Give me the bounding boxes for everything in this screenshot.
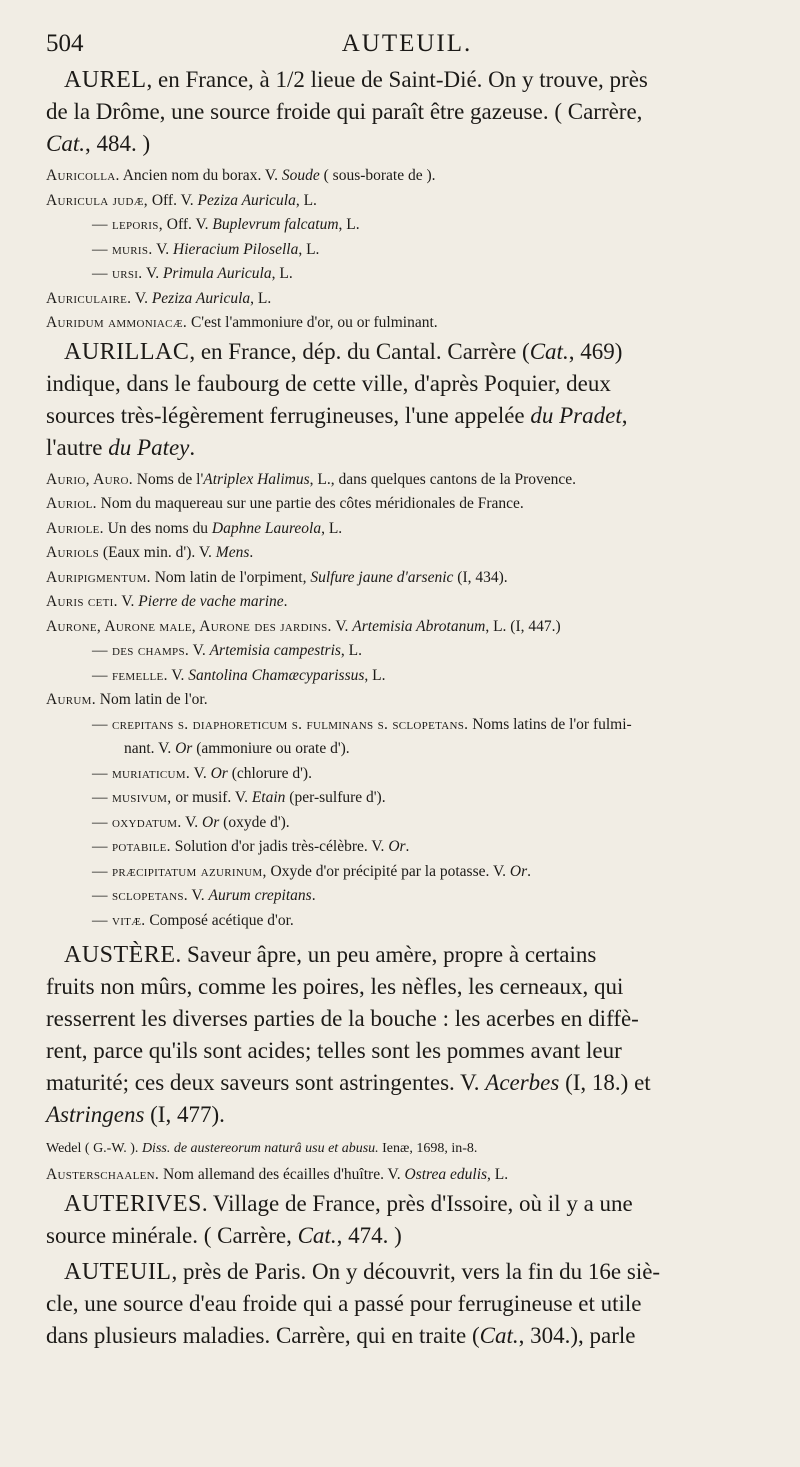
entry-text: . — [189, 434, 196, 460]
entry-musivum — [46, 786, 768, 811]
entry-text: , L., dans quelques cantons de la Provence. — [309, 470, 577, 488]
entry-vitae — [46, 909, 768, 934]
entry-text: V. — [189, 642, 210, 659]
entry-text: cle, une source d'eau froide qui a passé pour ferrugineuse et utile — [46, 1290, 642, 1316]
entry-austere — [46, 939, 768, 1131]
entry-text: C'est l'ammoniure d'or, ou or fulminant. — [187, 314, 438, 331]
entry-italic: Cat. — [297, 1222, 337, 1248]
entry-lead: — crepitans s. diaphoreticum s. fulminans s. sclopetans. — [92, 715, 469, 733]
entry-italic: Hieracium Pilosella — [173, 240, 299, 258]
entry-text: V. — [190, 764, 211, 782]
entry-praecipitatum — [46, 860, 768, 885]
entry-text: , 469) — [568, 338, 623, 364]
entry-text: , L. (I, 447.) — [485, 617, 561, 635]
entry-lead: Austerschaalen. — [46, 1166, 160, 1183]
entry-auriole — [46, 517, 768, 542]
entry-text: V. — [331, 617, 353, 635]
entry-text: , 484. ) — [84, 131, 151, 156]
entry-text: Ancien nom du borax. V. — [119, 167, 282, 184]
entry-text: . — [405, 838, 410, 855]
entry-text: Composé acétique d'or. — [145, 911, 294, 929]
entry-text: source minérale. ( Carrère, — [46, 1222, 298, 1248]
entry-aurel — [46, 64, 768, 160]
entry-italic: Soude — [281, 167, 320, 184]
entry-leporis — [46, 213, 768, 238]
entry-text: , L. — [295, 191, 317, 209]
running-head: AUTEUIL. — [341, 30, 473, 57]
entry-italic: du Pradet — [530, 402, 622, 428]
entry-crepitans — [46, 713, 768, 738]
entry-muriaticum — [46, 762, 768, 787]
entry-text: , en France, dép. du Cantal. Carrère ( — [189, 338, 530, 364]
entry-italic: Atriplex Halimus — [203, 470, 310, 488]
entry-italic: Cat. — [479, 1322, 519, 1348]
entry-lead: Auricula judæ, — [46, 191, 148, 209]
entry-text: V. — [142, 265, 163, 282]
entry-lead: — femelle. — [92, 666, 168, 684]
entry-text: V. — [167, 666, 189, 684]
entry-lead: — des champs. — [92, 642, 190, 659]
entry-text: (per-sulfure d'). — [285, 789, 386, 806]
entry-text: . — [283, 593, 288, 610]
entry-text: (oxyde d'). — [219, 813, 290, 831]
entry-text: , en France, à 1/2 lieue de Saint-Dié. On y trouve, près — [146, 67, 648, 92]
entry-italic: Acerbes — [485, 1070, 560, 1095]
entry-lead: — muriaticum. — [92, 764, 191, 782]
entry-lead: — leporis, — [92, 216, 163, 233]
small-entries-group-2 — [46, 468, 768, 934]
entry-italic: Ostrea edulis — [404, 1166, 488, 1183]
entry-lead: Auriol. — [46, 495, 97, 512]
entry-ursi — [46, 262, 768, 287]
entry-italic: Cat. — [46, 131, 85, 156]
entry-italic: du Patey — [108, 434, 190, 460]
entry-muris — [46, 238, 768, 263]
entry-lead: Auriole. — [46, 519, 104, 537]
entry-italic: Mens — [215, 544, 250, 561]
entry-italic: Astringens — [46, 1102, 145, 1127]
entry-text: l'autre — [46, 434, 109, 460]
entry-text: (I, 18.) et — [559, 1070, 651, 1095]
entry-text: Nom du maquereau sur une partie des côtes méridionales de France. — [96, 495, 524, 512]
entry-headword: AUTEUIL — [64, 1258, 172, 1285]
entry-italic: Buplevrum falcatum — [212, 216, 339, 233]
entry-text: Oxyde d'or précipité par la potasse. V. — [266, 862, 510, 880]
entry-lead: Auripigmentum. — [46, 568, 151, 586]
entry-headword: AUSTÈRE — [64, 942, 176, 968]
entry-auterives — [46, 1188, 768, 1252]
entry-lead: — vitæ. — [92, 911, 146, 929]
entry-text: , L. — [271, 265, 293, 282]
entry-text: Off. V. — [162, 216, 213, 233]
entry-lead: — musivum, — [92, 789, 172, 806]
entry-lead: Auridum ammoniacæ. — [46, 314, 188, 331]
entry-text: Solution d'or jadis très-célèbre. V. — [170, 838, 389, 855]
entry-italic: Daphne Laureola — [211, 519, 322, 537]
entry-des-champs — [46, 639, 768, 664]
entry-text: sources très-légèrement ferrugineuses, l'une appelée — [46, 402, 531, 428]
entry-auridum — [46, 311, 768, 336]
small-entries-group-1 — [46, 164, 768, 336]
entry-auricula-judae — [46, 189, 768, 214]
entry-italic: Santolina Chamæcyparissus — [188, 666, 365, 684]
entry-text: maturité; ces deux saveurs sont astringentes. V. — [46, 1070, 486, 1095]
entry-italic: Cat. — [529, 338, 569, 364]
entry-lead: — præcipitatum azurinum, — [92, 862, 267, 880]
entry-text: (I, 477). — [144, 1102, 225, 1127]
entry-lead: Auriculaire. — [46, 289, 132, 307]
entry-italic: Peziza Auricula — [151, 289, 251, 307]
entry-text: . Saveur âpre, un peu amère, propre à certains — [175, 942, 597, 967]
page-number: 504 — [46, 30, 84, 57]
entry-lead: — sclopetans. — [92, 887, 188, 904]
entry-text: , L. — [487, 1166, 509, 1183]
entry-auris-ceti — [46, 590, 768, 615]
entry-lead: — oxydatum. — [92, 813, 182, 831]
entry-text: resserrent les diverses parties de la bouche : les acerbes en diffè- — [46, 1006, 639, 1031]
entry-text: (chlorure d'). — [227, 764, 312, 782]
entry-text: V. — [187, 887, 209, 904]
entry-text: . — [249, 544, 254, 561]
entry-lead: Auricolla. — [46, 167, 120, 184]
biblio-title: Diss. de austereorum naturâ usu et abusu. — [138, 1141, 379, 1156]
entry-text: (Eaux min. d'). V. — [99, 544, 216, 561]
entry-text: fruits non mûrs, comme les poires, les nèfles, les cerneaux, qui — [46, 974, 624, 999]
biblio-publication: Ienæ, 1698, in-8. — [378, 1141, 478, 1156]
entry-text: , 474. ) — [336, 1222, 402, 1248]
entry-text: . Village de France, près d'Issoire, où il y a une — [201, 1190, 633, 1216]
entry-text: V. — [131, 289, 152, 307]
entry-text: , — [621, 402, 628, 428]
entry-aurio — [46, 468, 768, 493]
entry-text: or musif. V. — [171, 789, 252, 806]
entry-italic: Or — [175, 740, 193, 757]
biblio-author: Wedel ( G.-W. ). — [46, 1141, 139, 1156]
entry-auriculaire — [46, 287, 768, 312]
entry-italic: Or — [210, 764, 228, 782]
entry-italic: Pierre de vache marine — [138, 593, 284, 610]
entry-headword: AURILLAC — [64, 338, 190, 365]
entry-potabile — [46, 835, 768, 860]
entry-auteuil — [46, 1256, 768, 1352]
entry-auriol — [46, 492, 768, 517]
entry-italic: Etain — [251, 789, 286, 806]
entry-text: ( sous-borate de ). — [319, 167, 436, 184]
entry-text: de la Drôme, une source froide qui paraît être gazeuse. ( Carrère, — [46, 99, 643, 124]
entry-text: Nom latin de l'or. — [95, 691, 208, 708]
entry-text: V. — [117, 593, 139, 610]
entry-text: , L. — [340, 642, 362, 659]
entry-italic: Primula Auricula — [162, 265, 272, 282]
entry-headword: AUREL — [64, 67, 147, 93]
entry-aurum — [46, 688, 768, 713]
entry-text: . — [311, 887, 316, 904]
entry-text: , L. — [321, 519, 343, 537]
entry-text: indique, dans le faubourg de cette ville, d'après Poquier, deux — [46, 370, 611, 396]
entry-italic: Sulfure jaune d'arsenic — [310, 568, 454, 586]
entry-lead: — ursi. — [92, 265, 143, 282]
entry-italic: Or — [202, 813, 220, 831]
entry-italic: Artemisia campestris — [209, 642, 341, 659]
entry-text: nant. V. — [124, 740, 176, 757]
entry-text: Nom allemand des écailles d'huître. V. — [159, 1166, 405, 1183]
entry-aurillac — [46, 336, 768, 464]
entry-auricolla — [46, 164, 768, 189]
bibliography-wedel — [46, 1135, 768, 1163]
entry-text: , L. — [250, 289, 272, 307]
entry-lead: Aurone, Aurone male, Aurone des jardins. — [46, 617, 332, 635]
entry-austerschaalen — [46, 1163, 768, 1188]
entry-italic: Or — [388, 838, 406, 855]
entry-headword: AUTERIVES — [64, 1190, 202, 1217]
entry-text: Un des noms du — [103, 519, 212, 537]
entry-text: , près de Paris. On y découvrit, vers la fin du 16e siè- — [171, 1258, 661, 1284]
entry-text: Noms de l' — [132, 470, 204, 488]
entry-text: , L. — [298, 240, 320, 258]
entry-lead: — muris. — [92, 240, 153, 258]
entry-text: , 304.), parle — [518, 1322, 636, 1348]
entry-italic: Artemisia Abrotanum — [352, 617, 486, 635]
entry-text: Nom latin de l'orpiment, — [150, 568, 311, 586]
entry-lead: Auris ceti. — [46, 593, 118, 610]
entry-oxydatum — [46, 811, 768, 836]
entry-text: , L. — [338, 216, 360, 233]
entry-auripigmentum — [46, 566, 768, 591]
entry-lead: Auriols — [46, 544, 100, 561]
entry-text: V. — [181, 813, 203, 831]
entry-text: (I, 434). — [453, 568, 508, 586]
entry-sclopetans — [46, 884, 768, 909]
entry-crepitans-cont — [46, 737, 768, 762]
entry-text: . — [527, 862, 532, 880]
entry-lead: Aurio, Auro. — [46, 470, 133, 488]
entry-femelle — [46, 664, 768, 689]
entry-aurone — [46, 615, 768, 640]
entry-auriols — [46, 541, 768, 566]
entry-italic: Or — [509, 862, 528, 880]
entry-italic: Aurum crepitans — [208, 887, 312, 904]
entry-italic: Peziza Auricula — [197, 191, 296, 209]
page-header — [46, 30, 768, 64]
entry-text: Off. V. — [147, 191, 198, 209]
entry-lead: — potabile. — [92, 838, 171, 855]
entry-text: V. — [152, 240, 174, 258]
entry-lead: Aurum. — [46, 691, 96, 708]
entry-text: Noms latins de l'or fulmi- — [468, 715, 632, 733]
entry-text: (ammoniure ou orate d'). — [192, 740, 350, 757]
entry-text: dans plusieurs maladies. Carrère, qui en traite ( — [46, 1322, 480, 1348]
entry-text: , L. — [364, 666, 386, 684]
entry-text: rent, parce qu'ils sont acides; telles sont les pommes avant leur — [46, 1038, 622, 1063]
